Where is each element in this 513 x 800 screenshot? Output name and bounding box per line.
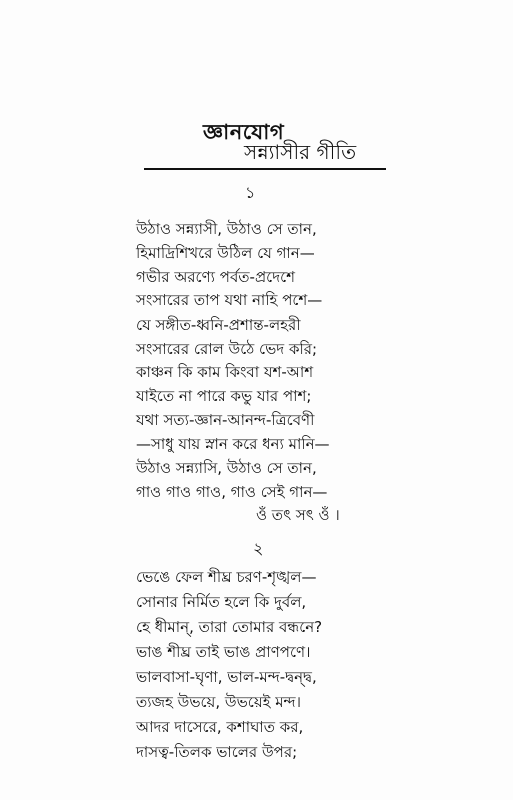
verse-line: যথা সত্য-জ্ঞান-আনন্দ-ত্রিবেণী	[136, 411, 315, 429]
verse-line: ভাঙ শীঘ্র তাই ভাঙ প্রাণপণে।	[136, 643, 311, 661]
verse-line: সংসারের রোল উঠে ভেদ করি;	[136, 340, 318, 358]
verse-line: উঠাও সন্ন্যাসী, উঠাও সে তান,	[136, 220, 317, 238]
verse-line: ত্যজহ উভয়ে, উভয়েই মন্দ।	[136, 693, 301, 711]
verse-line-mantra: ওঁ তৎ সৎ ওঁ ।	[256, 506, 340, 524]
page-title: জ্ঞানযোগ	[203, 120, 285, 144]
title-divider	[144, 168, 386, 170]
page-subtitle: সন্ন্যাসীর গীতি	[244, 140, 357, 164]
verse-line: হে ধীমান্‌, তারা তোমার বন্ধনে?	[136, 618, 323, 636]
verse-line: কাঞ্চন কি কাম কিংবা যশ-আশ	[136, 363, 314, 381]
verse-line: উঠাও সন্ন্যাসি, উঠাও সে তান,	[136, 459, 317, 477]
verse-line: গাও গাও গাও, গাও সেই গান—	[136, 483, 328, 501]
verse-line: যাইতে না পারে কভু যার পাশ;	[136, 387, 312, 405]
section-number-2: ২	[253, 539, 264, 558]
verse-line: দাসত্ব-তিলক ভালের উপর;	[136, 743, 298, 761]
verse-line: ভেঙে ফেল শীঘ্র চরণ-শৃঙ্খল—	[136, 568, 317, 586]
verse-line: সংসারের তাপ যথা নাহি পশে—	[136, 291, 323, 309]
verse-line: সোনার নির্মিত হলে কি দুর্বল,	[136, 593, 307, 611]
verse-line: ভালবাসা-ঘৃণা, ভাল-মন্দ-দ্বন্দ্ব,	[136, 668, 317, 686]
verse-line: গভীর অরণ্যে পর্বত-প্রদেশে	[136, 268, 295, 286]
verse-line: —সাধু যায় স্নান করে ধন্য মানি—	[136, 435, 330, 453]
verse-line: হিমাদ্রিশিখরে উঠিল যে গান—	[136, 244, 315, 262]
section-number-1: ১	[245, 183, 256, 202]
verse-line: যে সঙ্গীত-ধ্বনি-প্রশান্ত-লহরী	[136, 316, 301, 334]
verse-line: আদর দাসেরে, কশাঘাত কর,	[136, 718, 304, 736]
